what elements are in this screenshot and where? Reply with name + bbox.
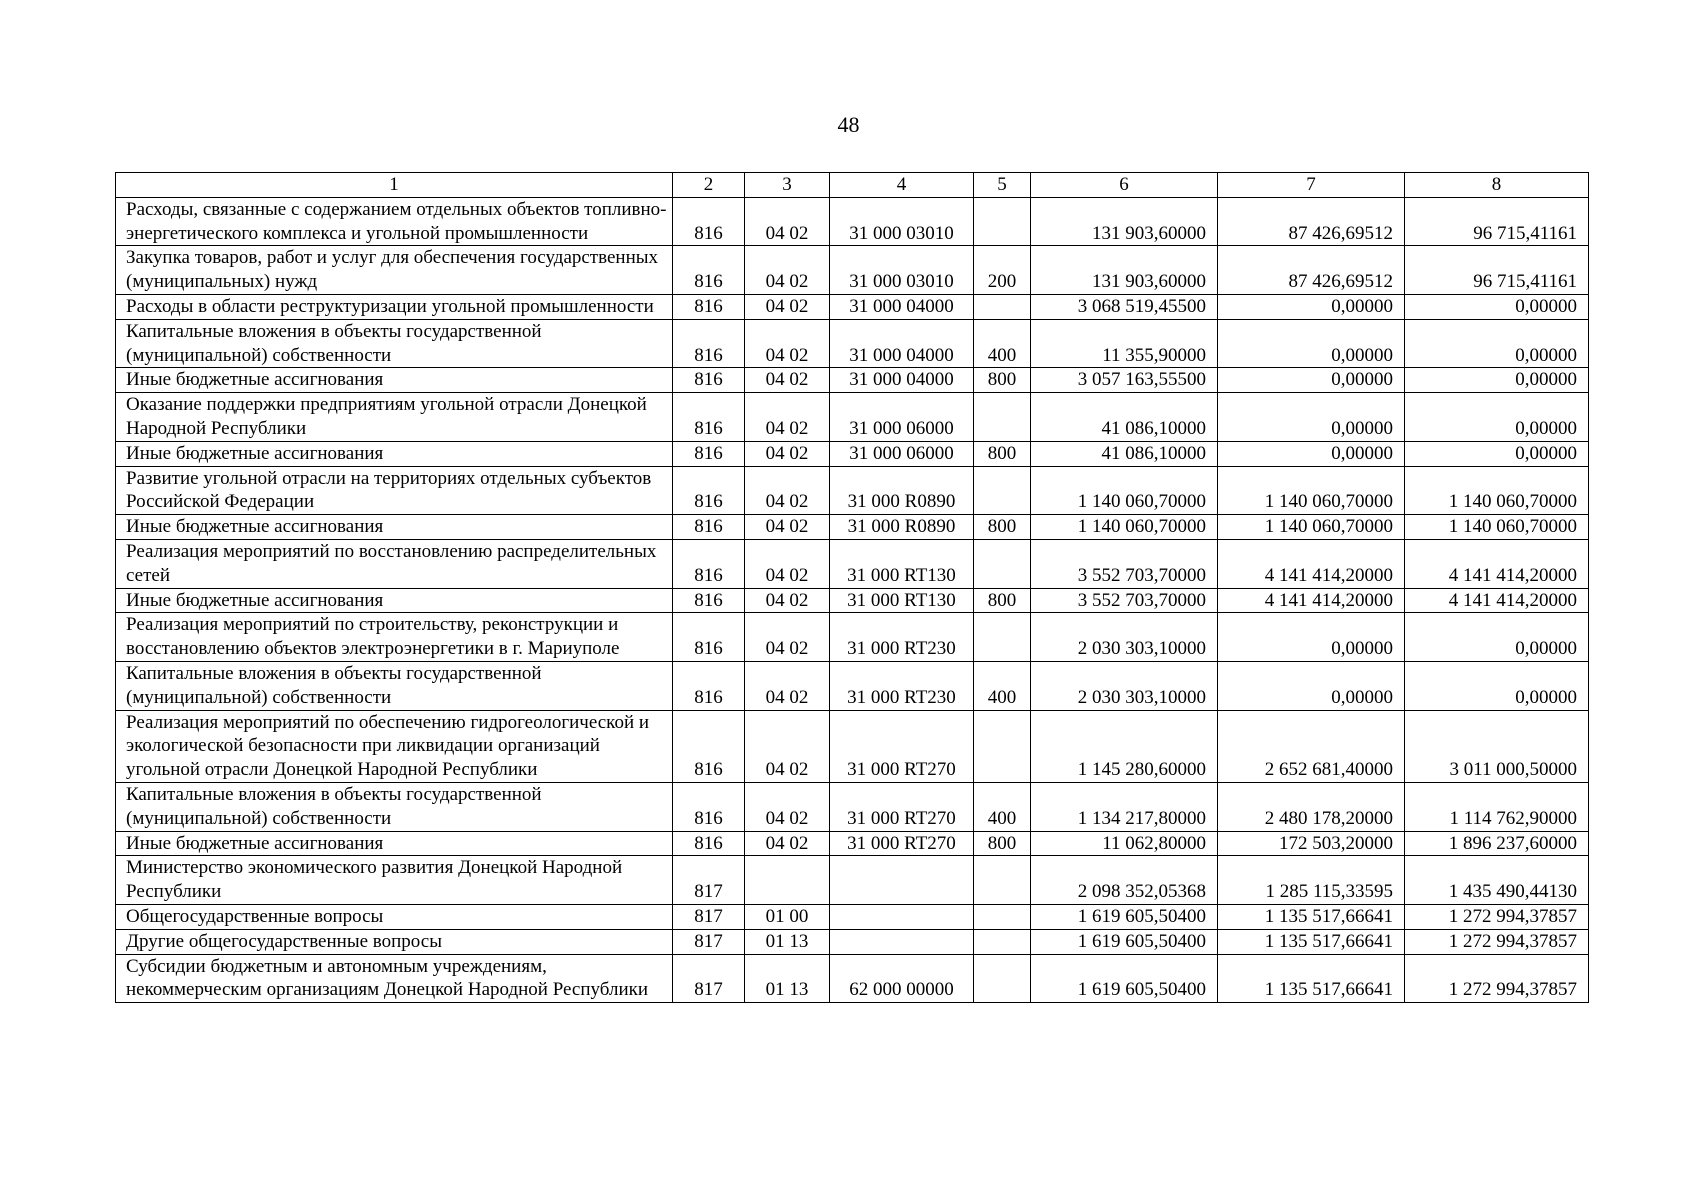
item-name-cell: Реализация мероприятий по строительству, реконструкции и восстановлению объектов электроэнергетики в г. Мариуполе	[116, 613, 673, 662]
section-code-cell: 01 13	[745, 929, 830, 954]
ministry-code-cell: 816	[673, 441, 745, 466]
column-header-1: 1	[116, 173, 673, 198]
ministry-code-cell: 816	[673, 613, 745, 662]
amount-col6-cell: 1 140 060,70000	[1031, 466, 1218, 515]
item-name-cell: Оказание поддержки предприятиям угольной отрасли Донецкой Народной Республики	[116, 393, 673, 442]
amount-col7-cell: 1 135 517,66641	[1218, 904, 1405, 929]
amount-col8-cell: 96 715,41161	[1405, 197, 1589, 246]
section-code-cell: 04 02	[745, 441, 830, 466]
column-header-2: 2	[673, 173, 745, 198]
table-row	[116, 466, 1589, 515]
expense-type-cell: 800	[974, 368, 1031, 393]
section-code-cell: 01 13	[745, 954, 830, 1003]
table-row	[116, 319, 1589, 368]
amount-col7-cell: 1 140 060,70000	[1218, 466, 1405, 515]
amount-col8-cell: 3 011 000,50000	[1405, 710, 1589, 782]
ministry-code-cell: 816	[673, 515, 745, 540]
item-name-cell: Капитальные вложения в объекты государственной (муниципальной) собственности	[116, 319, 673, 368]
amount-col6-cell: 2 030 303,10000	[1031, 613, 1218, 662]
ministry-code-cell: 816	[673, 368, 745, 393]
section-code-cell: 01 00	[745, 904, 830, 929]
amount-col8-cell: 1 435 490,44130	[1405, 856, 1589, 905]
table-row	[116, 368, 1589, 393]
column-header-5: 5	[974, 173, 1031, 198]
target-code-cell: 31 000 RT230	[830, 661, 974, 710]
amount-col8-cell: 0,00000	[1405, 393, 1589, 442]
amount-col6-cell: 11 355,90000	[1031, 319, 1218, 368]
table-row	[116, 588, 1589, 613]
amount-col6-cell: 1 145 280,60000	[1031, 710, 1218, 782]
amount-col7-cell: 0,00000	[1218, 368, 1405, 393]
amount-col8-cell: 4 141 414,20000	[1405, 539, 1589, 588]
item-name-cell: Иные бюджетные ассигнования	[116, 368, 673, 393]
amount-col8-cell: 1 114 762,90000	[1405, 782, 1589, 831]
section-code-cell: 04 02	[745, 710, 830, 782]
amount-col7-cell: 0,00000	[1218, 294, 1405, 319]
ministry-code-cell: 816	[673, 197, 745, 246]
table-row	[116, 782, 1589, 831]
target-code-cell: 31 000 06000	[830, 441, 974, 466]
ministry-code-cell: 817	[673, 904, 745, 929]
amount-col8-cell: 96 715,41161	[1405, 246, 1589, 295]
expense-type-cell	[974, 393, 1031, 442]
amount-col6-cell: 41 086,10000	[1031, 393, 1218, 442]
item-name-cell: Капитальные вложения в объекты государственной (муниципальной) собственности	[116, 782, 673, 831]
amount-col6-cell: 3 552 703,70000	[1031, 539, 1218, 588]
amount-col7-cell: 1 140 060,70000	[1218, 515, 1405, 540]
section-code-cell: 04 02	[745, 368, 830, 393]
ministry-code-cell: 816	[673, 831, 745, 856]
amount-col7-cell: 0,00000	[1218, 393, 1405, 442]
table-row	[116, 954, 1589, 1003]
amount-col8-cell: 1 896 237,60000	[1405, 831, 1589, 856]
expense-type-cell: 400	[974, 319, 1031, 368]
target-code-cell: 31 000 RT270	[830, 710, 974, 782]
ministry-code-cell: 816	[673, 246, 745, 295]
amount-col6-cell: 41 086,10000	[1031, 441, 1218, 466]
table-row	[116, 294, 1589, 319]
item-name-cell: Иные бюджетные ассигнования	[116, 831, 673, 856]
amount-col8-cell: 0,00000	[1405, 441, 1589, 466]
amount-col6-cell: 1 134 217,80000	[1031, 782, 1218, 831]
item-name-cell: Субсидии бюджетным и автономным учреждениям, некоммерческим организациям Донецкой Народной Республики	[116, 954, 673, 1003]
item-name-cell: Расходы, связанные с содержанием отдельных объектов топливно-энергетического комплекса и угольной промышленности	[116, 197, 673, 246]
amount-col6-cell: 1 619 605,50400	[1031, 929, 1218, 954]
ministry-code-cell: 816	[673, 588, 745, 613]
amount-col8-cell: 0,00000	[1405, 661, 1589, 710]
amount-col6-cell: 1 619 605,50400	[1031, 954, 1218, 1003]
expense-type-cell	[974, 954, 1031, 1003]
ministry-code-cell: 816	[673, 710, 745, 782]
section-code-cell: 04 02	[745, 782, 830, 831]
ministry-code-cell: 816	[673, 319, 745, 368]
expense-type-cell	[974, 856, 1031, 905]
amount-col6-cell: 3 057 163,55500	[1031, 368, 1218, 393]
section-code-cell: 04 02	[745, 515, 830, 540]
target-code-cell: 31 000 RT270	[830, 782, 974, 831]
amount-col6-cell: 11 062,80000	[1031, 831, 1218, 856]
section-code-cell: 04 02	[745, 588, 830, 613]
amount-col8-cell: 0,00000	[1405, 294, 1589, 319]
section-code-cell: 04 02	[745, 613, 830, 662]
target-code-cell: 31 000 R0890	[830, 466, 974, 515]
expense-type-cell	[974, 613, 1031, 662]
expense-type-cell	[974, 466, 1031, 515]
ministry-code-cell: 816	[673, 539, 745, 588]
amount-col7-cell: 4 141 414,20000	[1218, 588, 1405, 613]
page-number: 48	[837, 112, 860, 137]
amount-col8-cell: 1 140 060,70000	[1405, 515, 1589, 540]
expense-type-cell	[974, 539, 1031, 588]
amount-col8-cell: 4 141 414,20000	[1405, 588, 1589, 613]
amount-col7-cell: 87 426,69512	[1218, 246, 1405, 295]
column-header-3: 3	[745, 173, 830, 198]
table-row	[116, 539, 1589, 588]
table-row	[116, 246, 1589, 295]
item-name-cell: Общегосударственные вопросы	[116, 904, 673, 929]
table-row	[116, 441, 1589, 466]
table-row	[116, 661, 1589, 710]
item-name-cell: Расходы в области реструктуризации угольной промышленности	[116, 294, 673, 319]
ministry-code-cell: 816	[673, 782, 745, 831]
target-code-cell: 31 000 06000	[830, 393, 974, 442]
amount-col7-cell: 2 652 681,40000	[1218, 710, 1405, 782]
amount-col8-cell: 0,00000	[1405, 368, 1589, 393]
amount-col6-cell: 3 552 703,70000	[1031, 588, 1218, 613]
amount-col8-cell: 1 140 060,70000	[1405, 466, 1589, 515]
amount-col6-cell: 2 098 352,05368	[1031, 856, 1218, 905]
expense-type-cell	[974, 294, 1031, 319]
item-name-cell: Реализация мероприятий по обеспечению гидрогеологической и экологической безопасности при ликвидации организаций угольной отрасли Донецкой Народной Республики	[116, 710, 673, 782]
table-row	[116, 929, 1589, 954]
target-code-cell: 31 000 R0890	[830, 515, 974, 540]
table-row	[116, 515, 1589, 540]
section-code-cell: 04 02	[745, 661, 830, 710]
item-name-cell: Реализация мероприятий по восстановлению распределительных сетей	[116, 539, 673, 588]
amount-col8-cell: 1 272 994,37857	[1405, 929, 1589, 954]
target-code-cell: 31 000 RT130	[830, 588, 974, 613]
table-row	[116, 393, 1589, 442]
ministry-code-cell: 817	[673, 929, 745, 954]
amount-col8-cell: 0,00000	[1405, 613, 1589, 662]
item-name-cell: Закупка товаров, работ и услуг для обеспечения государственных (муниципальных) нужд	[116, 246, 673, 295]
expense-type-cell: 400	[974, 782, 1031, 831]
target-code-cell	[830, 929, 974, 954]
amount-col6-cell: 3 068 519,45500	[1031, 294, 1218, 319]
amount-col7-cell: 1 135 517,66641	[1218, 929, 1405, 954]
item-name-cell: Капитальные вложения в объекты государственной (муниципальной) собственности	[116, 661, 673, 710]
column-header-7: 7	[1218, 173, 1405, 198]
expense-type-cell	[974, 710, 1031, 782]
amount-col7-cell: 4 141 414,20000	[1218, 539, 1405, 588]
amount-col7-cell: 0,00000	[1218, 441, 1405, 466]
target-code-cell: 31 000 RT270	[830, 831, 974, 856]
table-row	[116, 613, 1589, 662]
amount-col8-cell: 1 272 994,37857	[1405, 904, 1589, 929]
column-header-4: 4	[830, 173, 974, 198]
expense-type-cell: 800	[974, 588, 1031, 613]
amount-col8-cell: 1 272 994,37857	[1405, 954, 1589, 1003]
table-row	[116, 710, 1589, 782]
section-code-cell: 04 02	[745, 466, 830, 515]
amount-col7-cell: 0,00000	[1218, 319, 1405, 368]
amount-col7-cell: 1 135 517,66641	[1218, 954, 1405, 1003]
expense-type-cell: 400	[974, 661, 1031, 710]
budget-table	[115, 172, 1589, 1003]
section-code-cell	[745, 856, 830, 905]
ministry-code-cell: 816	[673, 466, 745, 515]
ministry-code-cell: 817	[673, 954, 745, 1003]
amount-col7-cell: 2 480 178,20000	[1218, 782, 1405, 831]
amount-col7-cell: 87 426,69512	[1218, 197, 1405, 246]
section-code-cell: 04 02	[745, 393, 830, 442]
target-code-cell: 31 000 04000	[830, 368, 974, 393]
column-header-6: 6	[1031, 173, 1218, 198]
expense-type-cell	[974, 197, 1031, 246]
item-name-cell: Иные бюджетные ассигнования	[116, 441, 673, 466]
table-row	[116, 831, 1589, 856]
ministry-code-cell: 816	[673, 661, 745, 710]
table-body	[116, 197, 1589, 1002]
section-code-cell: 04 02	[745, 294, 830, 319]
table-row	[116, 856, 1589, 905]
target-code-cell	[830, 904, 974, 929]
item-name-cell: Другие общегосударственные вопросы	[116, 929, 673, 954]
header-row	[116, 173, 1589, 198]
table-row	[116, 904, 1589, 929]
amount-col6-cell: 1 619 605,50400	[1031, 904, 1218, 929]
target-code-cell: 31 000 03010	[830, 246, 974, 295]
section-code-cell: 04 02	[745, 831, 830, 856]
expense-type-cell: 800	[974, 441, 1031, 466]
target-code-cell	[830, 856, 974, 905]
ministry-code-cell: 816	[673, 393, 745, 442]
expense-type-cell: 200	[974, 246, 1031, 295]
amount-col8-cell: 0,00000	[1405, 319, 1589, 368]
amount-col7-cell: 0,00000	[1218, 613, 1405, 662]
amount-col7-cell: 0,00000	[1218, 661, 1405, 710]
amount-col6-cell: 131 903,60000	[1031, 246, 1218, 295]
amount-col7-cell: 172 503,20000	[1218, 831, 1405, 856]
item-name-cell: Министерство экономического развития Донецкой Народной Республики	[116, 856, 673, 905]
item-name-cell: Иные бюджетные ассигнования	[116, 515, 673, 540]
amount-col6-cell: 2 030 303,10000	[1031, 661, 1218, 710]
amount-col6-cell: 131 903,60000	[1031, 197, 1218, 246]
section-code-cell: 04 02	[745, 197, 830, 246]
expense-type-cell: 800	[974, 831, 1031, 856]
target-code-cell: 31 000 04000	[830, 294, 974, 319]
ministry-code-cell: 817	[673, 856, 745, 905]
target-code-cell: 31 000 RT230	[830, 613, 974, 662]
item-name-cell: Иные бюджетные ассигнования	[116, 588, 673, 613]
section-code-cell: 04 02	[745, 319, 830, 368]
expense-type-cell: 800	[974, 515, 1031, 540]
section-code-cell: 04 02	[745, 246, 830, 295]
expense-type-cell	[974, 929, 1031, 954]
section-code-cell: 04 02	[745, 539, 830, 588]
table-row	[116, 197, 1589, 246]
amount-col6-cell: 1 140 060,70000	[1031, 515, 1218, 540]
column-header-8: 8	[1405, 173, 1589, 198]
amount-col7-cell: 1 285 115,33595	[1218, 856, 1405, 905]
target-code-cell: 31 000 04000	[830, 319, 974, 368]
target-code-cell: 31 000 RT130	[830, 539, 974, 588]
target-code-cell: 31 000 03010	[830, 197, 974, 246]
item-name-cell: Развитие угольной отрасли на территориях отдельных субъектов Российской Федерации	[116, 466, 673, 515]
ministry-code-cell: 816	[673, 294, 745, 319]
expense-type-cell	[974, 904, 1031, 929]
target-code-cell: 62 000 00000	[830, 954, 974, 1003]
